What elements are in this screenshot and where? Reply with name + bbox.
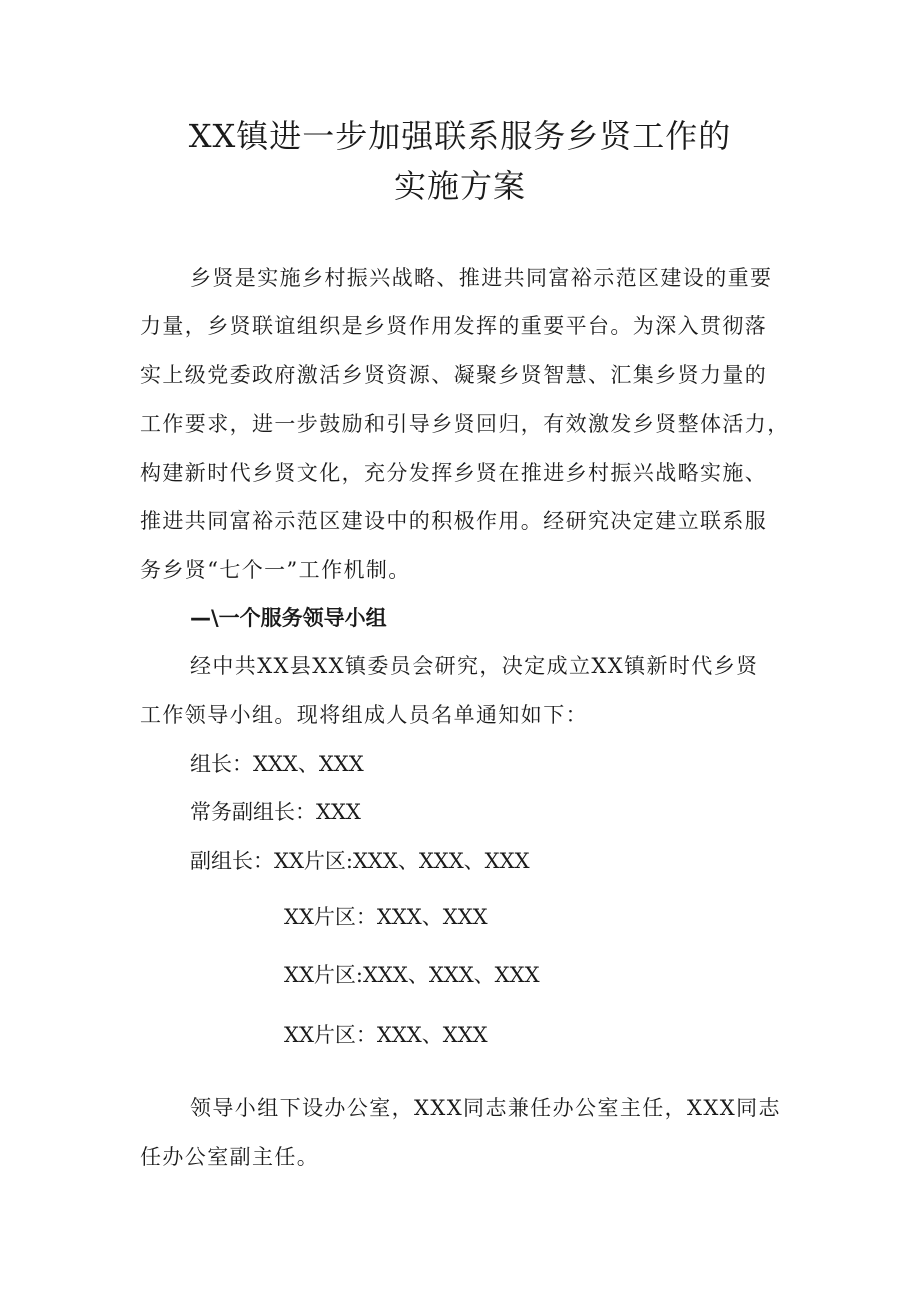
intro-paragraph-line: 构建新时代乡贤文化，充分发挥乡贤在推进乡村振兴战略实施、	[140, 461, 768, 485]
office-paragraph-line: 领导小组下设办公室，XXX同志兼任办公室主任，XXX同志	[190, 1096, 781, 1120]
intro-paragraph-line: 工作要求，进一步鼓励和引导乡贤回归，有效激发乡贤整体活力，	[140, 412, 790, 436]
document-title-line-1: XX镇进一步加强联系服务乡贤工作的	[188, 117, 732, 155]
intro-paragraph-line: 乡贤是实施乡村振兴战略、推进共同富裕示范区建设的重要	[190, 266, 773, 290]
document-title-line-2: 实施方案	[393, 167, 526, 205]
section-paragraph-line: 工作领导小组。现将组成人员名单通知如下：	[140, 703, 588, 727]
section-heading: —\一个服务领导小组	[190, 606, 387, 630]
intro-paragraph-line: 力量，乡贤联谊组织是乡贤作用发挥的重要平台。为深入贯彻落	[140, 314, 768, 338]
deputy-leader-line: 副组长：XX片区:XXX、XXX、XXX	[190, 849, 530, 873]
office-paragraph-line: 任办公室副主任。	[140, 1145, 320, 1169]
district-line: XX片区：XXX、XXX	[284, 1023, 488, 1047]
district-line: XX片区:XXX、XXX、XXX	[284, 963, 540, 987]
intro-paragraph-line: 实上级党委政府激活乡贤资源、凝聚乡贤智慧、汇集乡贤力量的	[140, 363, 768, 387]
district-line: XX片区：XXX、XXX	[284, 905, 488, 929]
executive-deputy-line: 常务副组长：XXX	[190, 800, 361, 824]
section-paragraph-line: 经中共XX县XX镇委员会研究，决定成立XX镇新时代乡贤	[190, 654, 759, 678]
leader-line: 组长：XXX、XXX	[190, 752, 364, 776]
intro-paragraph-line: 推进共同富裕示范区建设中的积极作用。经研究决定建立联系服	[140, 509, 768, 533]
intro-paragraph-line: 务乡贤“七个一”工作机制。	[140, 558, 411, 582]
